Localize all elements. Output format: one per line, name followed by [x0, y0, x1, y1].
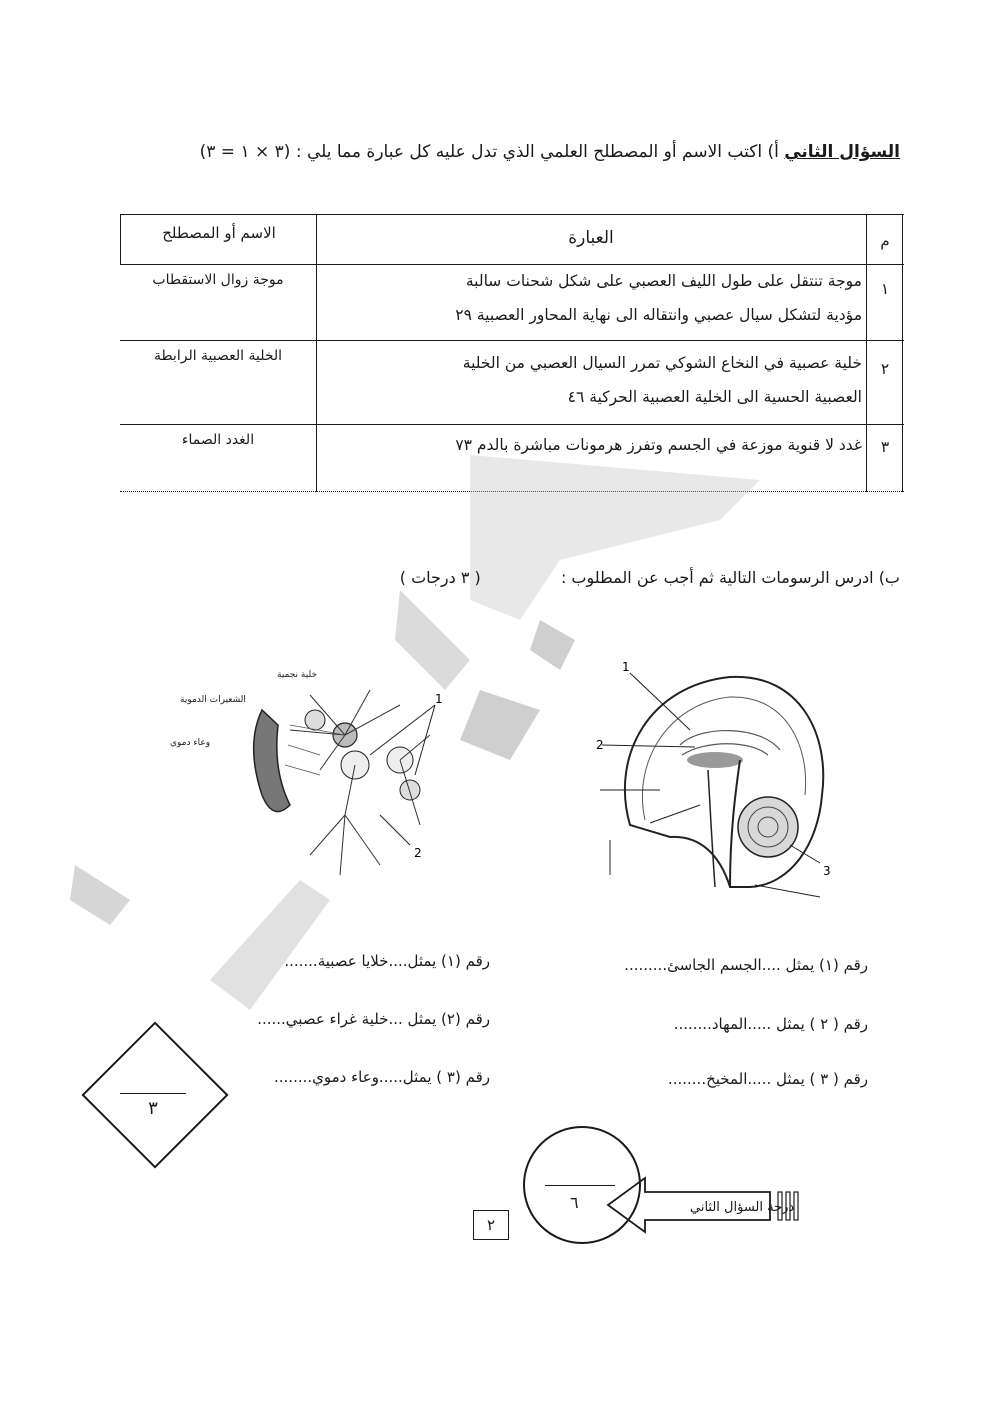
- header-statement: العبارة: [568, 228, 614, 248]
- part-b-instruction: ب) ادرس الرسومات التالية ثم أجب عن المطلوب :: [560, 568, 900, 587]
- brain-number: 1: [622, 660, 630, 674]
- question-title: السؤال الثاني: [784, 142, 900, 162]
- row-num: ٣: [880, 438, 890, 456]
- grade-label: درجة السؤال الثاني: [690, 1200, 795, 1215]
- score-divider: [120, 1093, 186, 1094]
- neuron-number: 2: [414, 846, 422, 860]
- part-b-marks: ( ٣ درجات ): [399, 568, 481, 587]
- brain-answer: رقم ( ٢ ) يمثل .....المهاد........: [673, 1015, 868, 1033]
- neuron-answer: رقم (١) يمثل....خلايا عصبية.......: [284, 952, 490, 970]
- neuron-number: 1: [435, 692, 443, 706]
- row-num: ٢: [880, 360, 890, 378]
- total-value: ٦: [570, 1193, 579, 1212]
- row-statement-line: مؤدية لتشكل سيال عصبي وانتقاله الى نهاية المحاور العصبية ٢٩: [455, 306, 862, 324]
- question-instruction: أ) اكتب الاسم أو المصطلح العلمي الذي تدل عليه كل عبارة مما يلي : (٣ × ١ = ٣): [199, 142, 779, 162]
- neuron-label: الشعيرات الدموية: [180, 695, 246, 705]
- row-statement-line: العصبية الحسية الى الخلية العصبية الحركية ٤٦: [567, 388, 862, 406]
- row-statement-line: خلية عصبية في النخاع الشوكي تمرر السيال العصبي من الخلية: [462, 354, 862, 372]
- neuron-answer: رقم (٢) يمثل ...خلية غراء عصبي......: [257, 1010, 490, 1028]
- row-statement-line: غدد لا قنوية موزعة في الجسم وتفرز هرمونات مباشرة بالدم ٧٣: [455, 436, 862, 454]
- row-statement-line: موجة تنتقل على طول الليف العصبي على شكل شحنات سالبة: [465, 272, 862, 290]
- header-num: م: [880, 232, 890, 250]
- neuron-label: وعاء دموي: [170, 738, 211, 748]
- row-term: موجة زوال الاستقطاب: [152, 272, 284, 288]
- row-term: الخلية العصبية الرابطة: [153, 348, 283, 364]
- neuron-label: خلية نجمية: [277, 670, 318, 680]
- brain-diagram: [590, 655, 840, 905]
- brain-number: 2: [596, 738, 604, 752]
- brain-number: 3: [823, 864, 831, 878]
- neuron-answer: رقم (٣ ) يمثل.....وعاء دموي........: [274, 1068, 490, 1086]
- row-num: ١: [880, 280, 890, 298]
- brain-answer: رقم (١) يمثل ....الجسم الجاسئ.........: [624, 956, 868, 974]
- row-term: الغدد الصماء: [181, 432, 255, 448]
- header-term: الاسم أو المصطلح: [162, 224, 276, 242]
- page-number: ٢: [473, 1210, 509, 1240]
- score-value: ٣: [148, 1098, 158, 1119]
- part-b-heading: [260, 568, 900, 587]
- brain-answer: رقم ( ٣ ) يمثل .....المخيخ........: [667, 1070, 868, 1088]
